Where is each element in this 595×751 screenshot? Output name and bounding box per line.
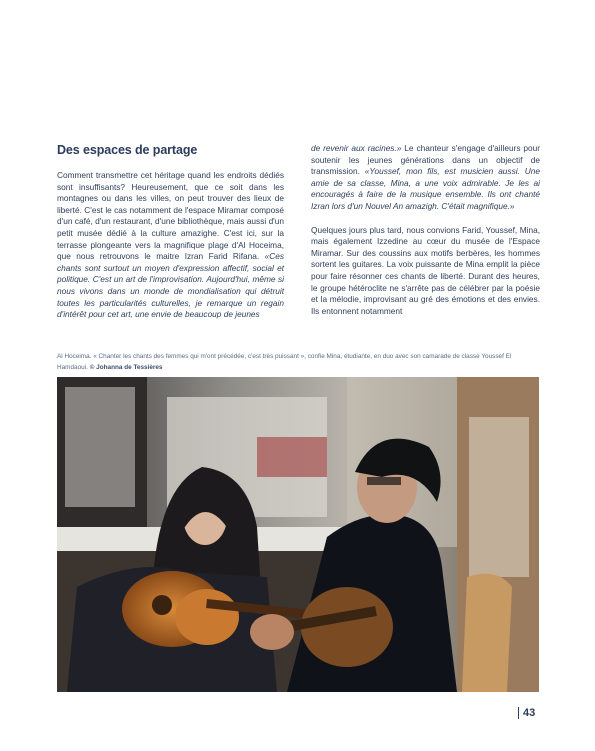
right-paragraph-text: Le chanteur s'engage d'ailleurs pour soutenir les jeunes générations dans un objectif de transmission. — [311, 143, 540, 177]
right-paragraph-1 — [311, 143, 540, 213]
right-text-column — [311, 143, 540, 317]
left-paragraph — [57, 170, 284, 321]
caption-text: Al Hoceima. « Chanter les chants des femmes qui m'ont précédée, c'est très puissant », confie Mina, étudiante, en duo avec son camarade de classe Youssef El Hamdaoui. — [57, 353, 512, 371]
right-quote-end: de revenir aux racines.» — [311, 143, 402, 153]
page-number: 43 — [518, 707, 535, 719]
right-paragraph-quote: «Youssef, mon fils, est musicien aussi. Une amie de sa classe, Mina, a une voix admirable. Je les ai encouragés à faire de la musique ensemble. Ils ont chanté Izran lors d'un Nouvel An amazigh. C'était magnifique.» — [311, 166, 540, 211]
photo-caption — [57, 352, 542, 373]
section-heading: Des espaces de partage — [57, 143, 198, 157]
photo-credit: © Johanna de Tessières — [89, 363, 163, 371]
left-paragraph-quote: «Ces chants sont surtout un moyen d'expression affectif, social et politique. C'est un art de l'improvisation. Aujourd'hui, même si nous vivons dans un monde de mondialisation qui détruit toutes les particularités culturelles, je remarque un regain d'intérêt pour cet art, une envie de beaucoup de jeunes — [57, 251, 284, 320]
right-paragraph-2: Quelques jours plus tard, nous convions Farid, Youssef, Mina, mais également Izzedine au cœur du musée de l'Espace Miramar. Sur des coussins aux motifs berbères, les hommes sortent les guitares. La voix puissante de Mina emplit la pièce pour faire résonner ces chants de liberté. Durant des heures, le groupe hétéroclite ne s'arrête pas de célébrer par la poésie et la mélodie, improvisant au gré des émotions et des envies. Ils entonnent notamment — [311, 224, 540, 316]
photo-musicians — [57, 377, 539, 692]
left-paragraph-text: Comment transmettre cet héritage quand les endroits dédiés sont insuffisants? Heureusement, que ce soit dans les montagnes ou dans les villes, on peut trouver des lieux de liberté. C'est le cas notamment de l'espace Miramar composé d'un café, d'un restaurant, d'une bibliothèque, mais aussi d'un petit musée dédié à la culture amazighe. C'est ici, sur la terrasse plongeante vers la magnifique plage d'Al Hoceima, que nous retrouvons le maitre Izran Farid Rifana. — [57, 170, 284, 262]
left-text-column — [57, 170, 284, 321]
